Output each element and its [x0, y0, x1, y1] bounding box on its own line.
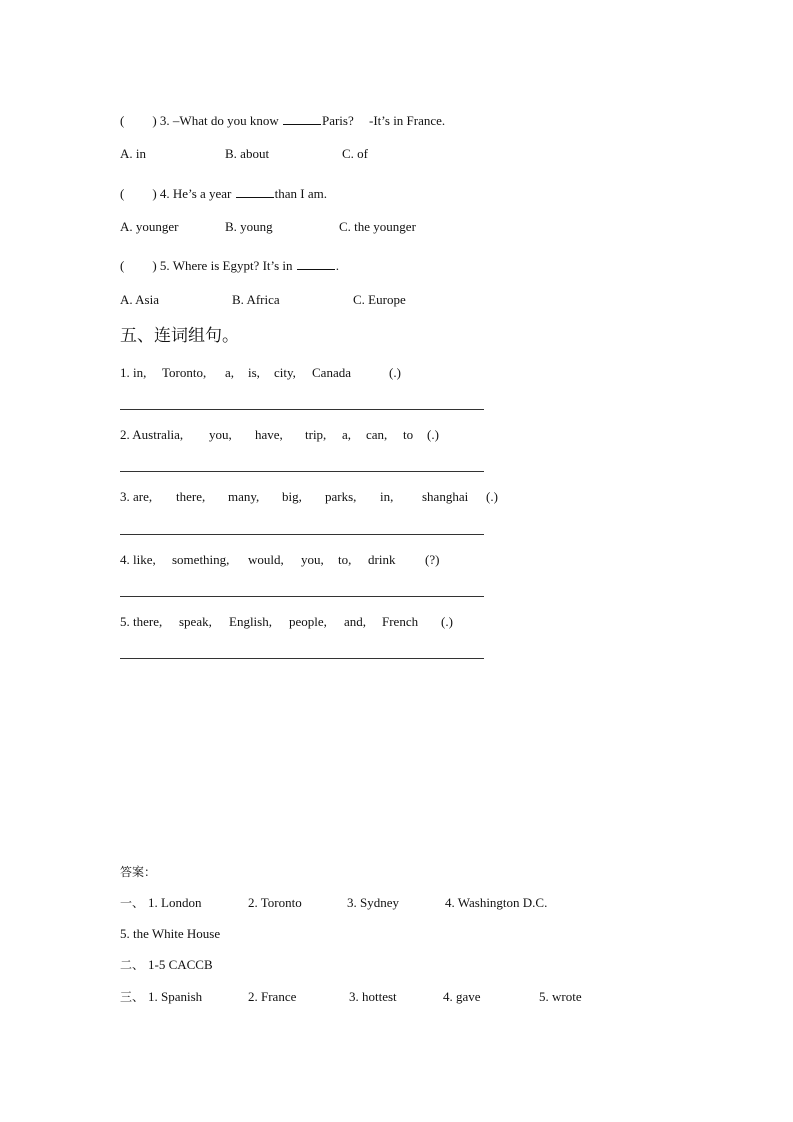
word: there, — [176, 489, 206, 504]
word: city, — [274, 365, 296, 380]
question-5 — [120, 257, 339, 274]
word: you, — [301, 552, 324, 567]
question-4-option-a: A. younger — [120, 219, 179, 234]
word: you, — [209, 427, 232, 442]
question-after-blank: . — [335, 258, 340, 273]
question-after-blank: than I am. — [274, 186, 327, 201]
answer-item: 2. France — [248, 989, 297, 1004]
word: Canada — [312, 365, 351, 380]
answer-item: 5. the White House — [120, 926, 221, 941]
answer-line — [120, 658, 484, 659]
word: people, — [289, 614, 327, 629]
word: something, — [172, 552, 230, 567]
question-3-option-a: A. in — [120, 146, 146, 161]
word: to — [403, 427, 414, 442]
question-stem: ) 5. Where is Egypt? It’s in — [152, 258, 293, 273]
paren-open: ( — [120, 113, 125, 128]
word: is, — [248, 365, 260, 380]
answer-line — [120, 471, 484, 472]
paren-open: ( — [120, 186, 125, 201]
question-stem: ) 4. He’s a year — [152, 186, 232, 201]
question-stem: ) 3. –What do you know — [152, 113, 279, 128]
word: and, — [344, 614, 367, 629]
word: trip, — [305, 427, 327, 442]
question-5-option-c: C. Europe — [353, 292, 406, 307]
question-5-option-a: A. Asia — [120, 292, 159, 307]
word: 2. Australia, — [120, 427, 184, 442]
question-after-blank: Paris? — [321, 113, 354, 128]
word: French — [382, 614, 419, 629]
word: 3. are, — [120, 489, 153, 504]
word: 1. in, — [120, 365, 147, 380]
word: drink — [368, 552, 396, 567]
paren-open: ( — [120, 258, 125, 273]
question-3-option-b: B. about — [225, 146, 270, 161]
word: 5. there, — [120, 614, 163, 629]
answer-blank — [297, 257, 335, 270]
answer-blank — [236, 185, 274, 198]
answer-item: 5. wrote — [539, 989, 582, 1004]
word: to, — [338, 552, 352, 567]
punctuation: (.) — [441, 614, 453, 629]
answer-item: 2. Toronto — [248, 895, 302, 910]
answer-item: 3. hottest — [349, 989, 397, 1004]
word: 4. like, — [120, 552, 156, 567]
answer-item: 4. gave — [443, 989, 481, 1004]
section-5-title: 五、连词组句。 — [120, 326, 239, 346]
answer-line — [120, 596, 484, 597]
word: have, — [255, 427, 283, 442]
answer-line — [120, 534, 484, 535]
word: speak, — [179, 614, 212, 629]
question-3 — [120, 112, 445, 129]
word: a, — [342, 427, 352, 442]
answers-title: 答案： — [120, 865, 157, 879]
question-4-option-b: B. young — [225, 219, 273, 234]
answer-item: 1. London — [148, 895, 202, 910]
word: big, — [282, 489, 302, 504]
question-tail: -It’s in France. — [369, 113, 446, 128]
answers-section-label: 一、 — [120, 896, 145, 910]
question-3-option-c: C. of — [342, 146, 368, 161]
answer-item: 4. Washington D.C. — [445, 895, 548, 910]
answer-item: 1-5 CACCB — [148, 957, 213, 972]
punctuation: (.) — [486, 489, 498, 504]
word: parks, — [325, 489, 357, 504]
punctuation: (.) — [427, 427, 439, 442]
word: Toronto, — [162, 365, 207, 380]
word: can, — [366, 427, 388, 442]
answer-item: 3. Sydney — [347, 895, 399, 910]
word: many, — [228, 489, 260, 504]
punctuation: (?) — [425, 552, 440, 567]
question-4-option-c: C. the younger — [339, 219, 416, 234]
question-4 — [120, 185, 327, 202]
word: English, — [229, 614, 272, 629]
word: would, — [248, 552, 284, 567]
answer-item: 1. Spanish — [148, 989, 203, 1004]
word: shanghai — [422, 489, 469, 504]
word: in, — [380, 489, 394, 504]
answer-blank — [283, 112, 321, 125]
answers-section-label: 三、 — [120, 990, 145, 1004]
answer-line — [120, 409, 484, 410]
punctuation: (.) — [389, 365, 401, 380]
answers-section-label: 二、 — [120, 958, 145, 972]
word: a, — [225, 365, 235, 380]
question-5-option-b: B. Africa — [232, 292, 280, 307]
